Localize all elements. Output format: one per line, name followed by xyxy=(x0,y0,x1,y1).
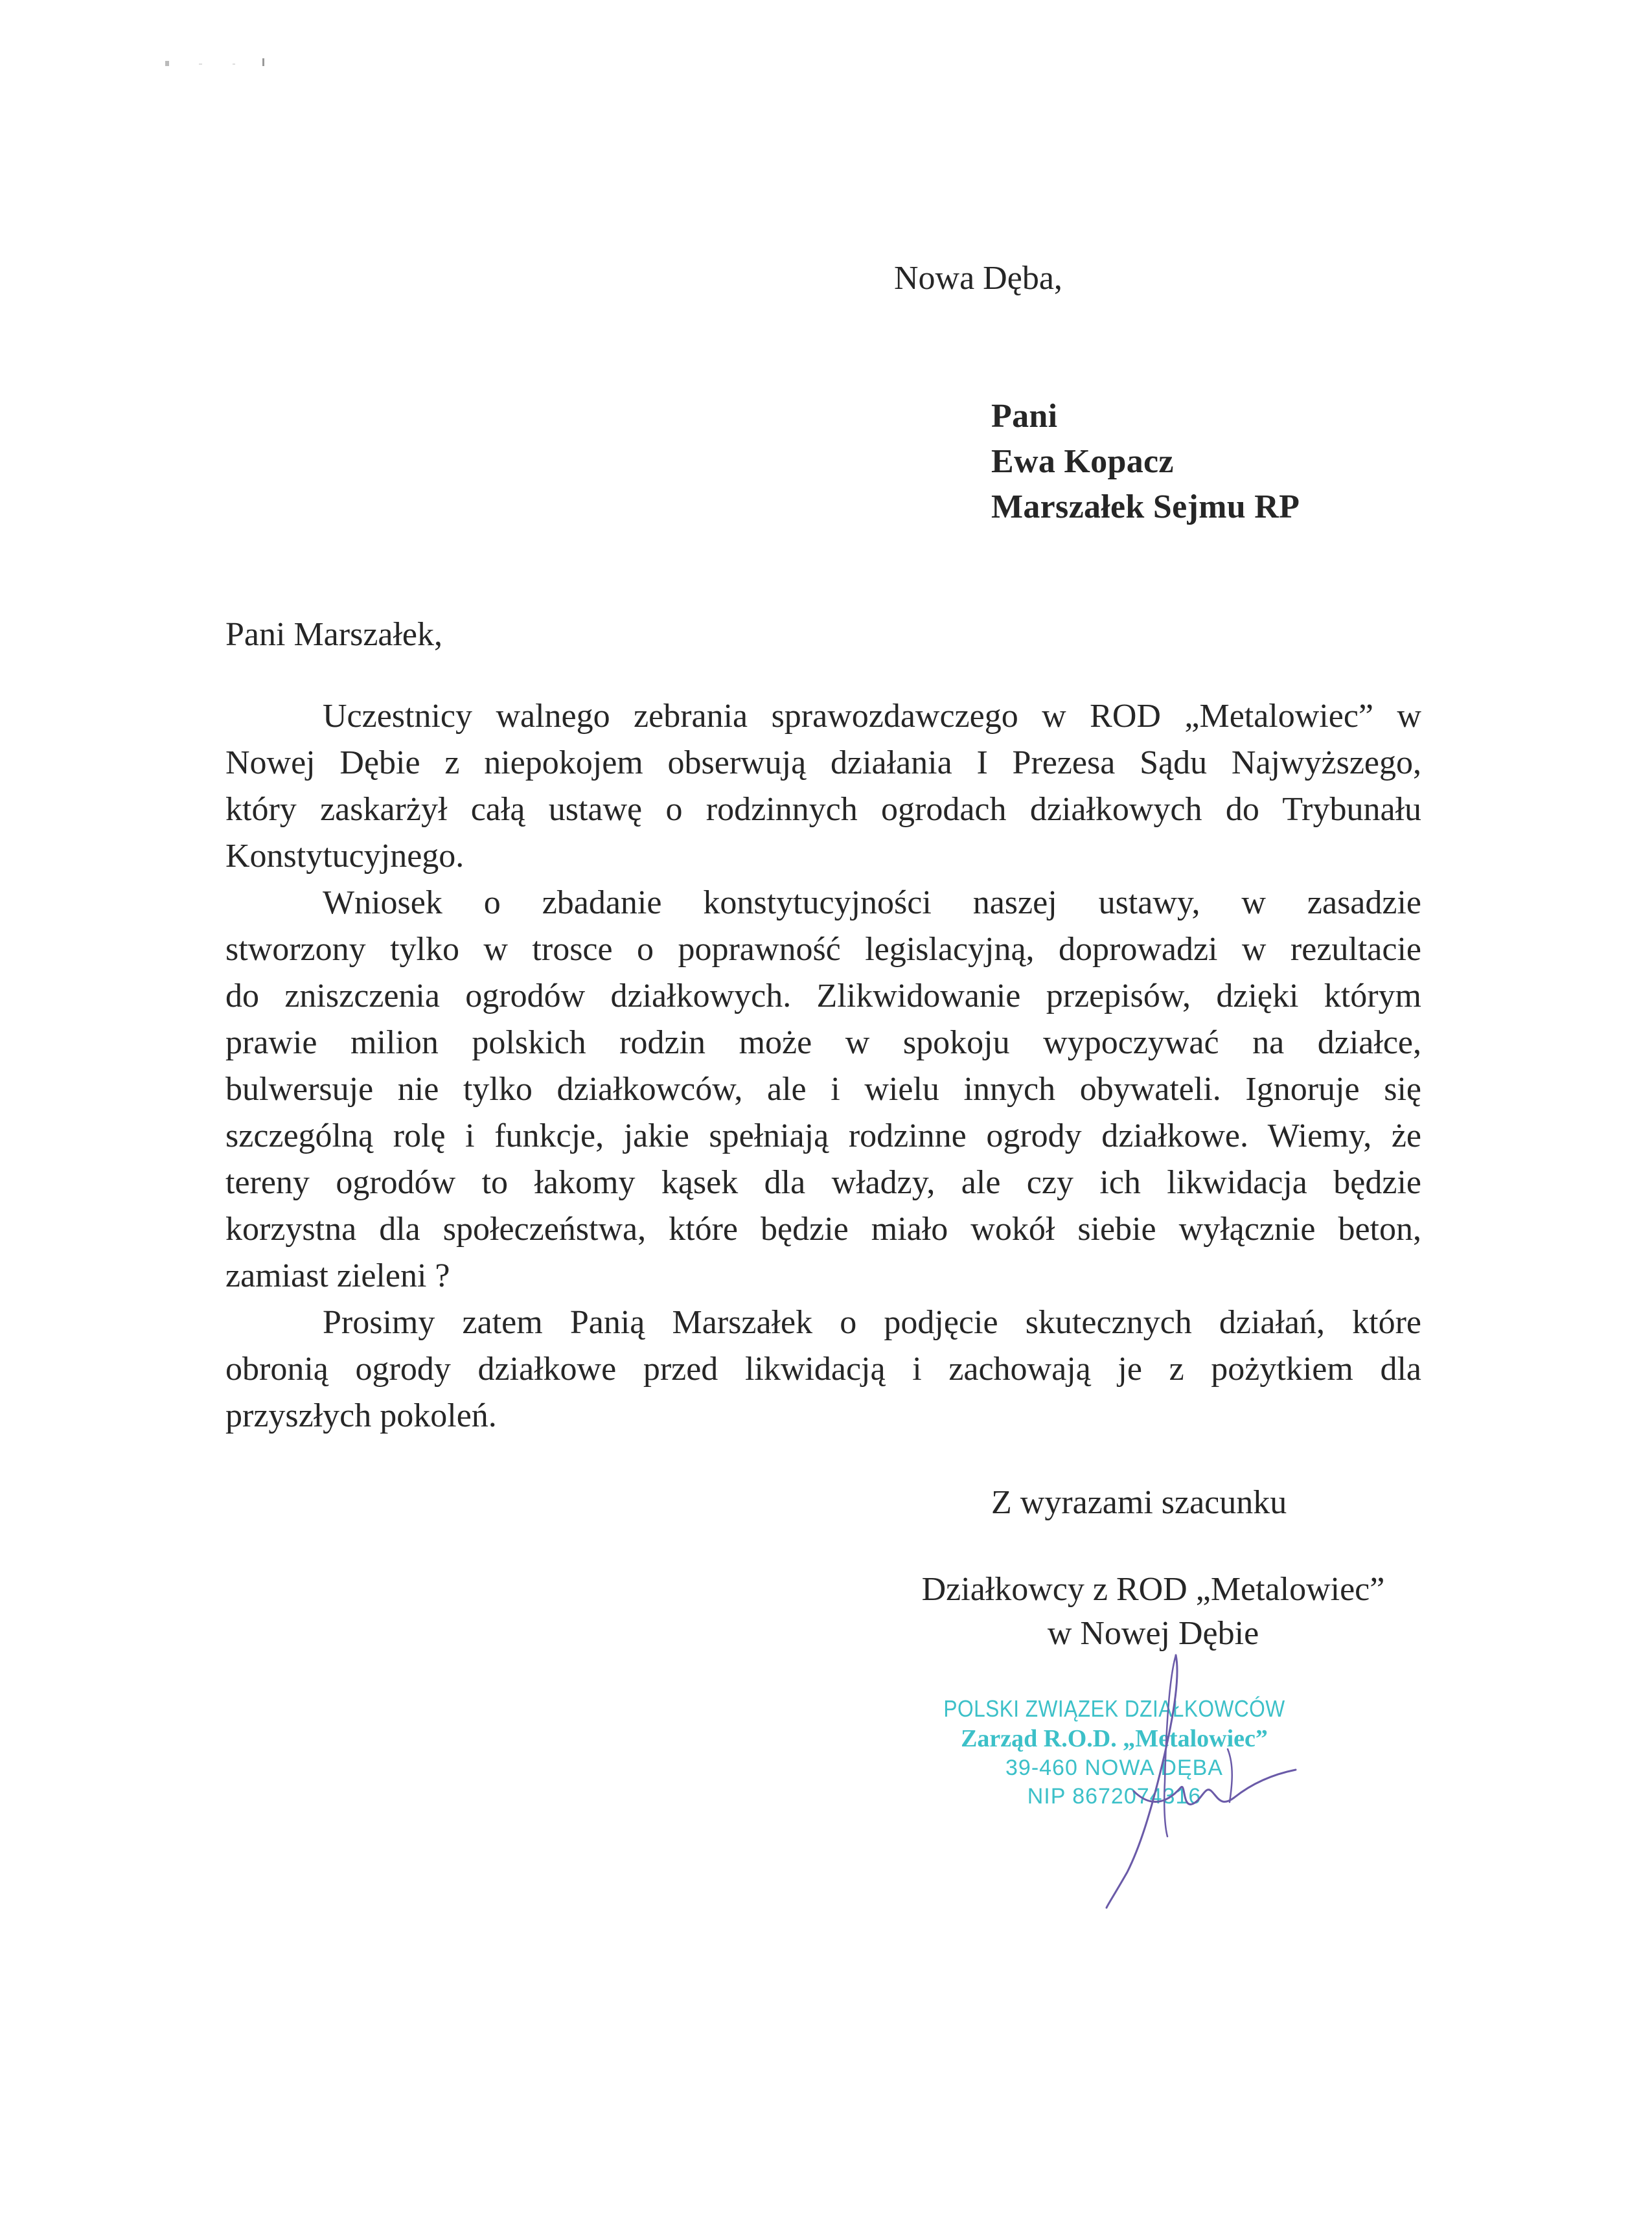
body-line: zamiast zieleni ? xyxy=(225,1257,450,1294)
salutation: Pani Marszałek, xyxy=(225,616,443,653)
stamp-board-name: Zarząd R.O.D. „Metalowiec” xyxy=(961,1725,1268,1752)
body-line: obronią ogrody działkowe przed likwidacją i zachowają je z pożytkiem dla xyxy=(225,1351,1421,1388)
stamp-address: 39-460 NOWA DĘBA xyxy=(1005,1756,1223,1780)
paragraph-1 xyxy=(225,693,1421,880)
body-line: Uczestnicy walnego zebrania sprawozdawczego w ROD „Metalowiec” w xyxy=(323,698,1421,735)
paragraph-3 xyxy=(225,1299,1421,1439)
body-line: szczególną rolę i funkcje, jakie spełniają rodzinne ogrody działkowe. Wiemy, że xyxy=(225,1117,1421,1154)
body-line: bulwersuje nie tylko działkowców, ale i wielu innych obywateli. Ignoruje się xyxy=(225,1071,1421,1108)
signatories-org: Działkowcy z ROD „Metalowiec” xyxy=(921,1571,1385,1608)
recipient-title: Pani xyxy=(991,398,1058,435)
body-line: prawie milion polskich rodzin może w spokoju wypoczywać na działce, xyxy=(225,1024,1421,1061)
place-line: Nowa Dęba, xyxy=(894,260,1062,297)
body-line: korzystna dla społeczeństwa, które będzie miało wokół siebie wyłącznie beton, xyxy=(225,1211,1421,1248)
scan-speck xyxy=(262,58,264,66)
body-line: Konstytucyjnego. xyxy=(225,838,465,875)
paragraph-2 xyxy=(225,880,1421,1299)
body-line: tereny ogrodów to łakomy kąsek dla władzy, ale czy ich likwidacja będzie xyxy=(225,1164,1421,1201)
signatories-block xyxy=(894,1568,1412,1656)
organization-stamp xyxy=(907,1694,1322,1811)
closing-phrase: Z wyrazami szacunku xyxy=(991,1484,1287,1521)
body-line: stworzony tylko w trosce o poprawność legislacyjną, doprowadzi w rezultacie xyxy=(225,931,1421,968)
stamp-union-name: POLSKI ZWIĄZEK DZIAŁKOWCÓW xyxy=(943,1695,1285,1722)
letter-body xyxy=(225,693,1421,1439)
recipient-name: Ewa Kopacz xyxy=(991,443,1174,480)
body-line: przyszłych pokoleń. xyxy=(225,1397,497,1434)
recipient-position: Marszałek Sejmu RP xyxy=(991,488,1300,525)
stamp-nip: NIP 8672074316 xyxy=(1027,1784,1202,1809)
scan-artifact-specks xyxy=(165,57,269,71)
body-line: do zniszczenia ogrodów działkowych. Zlikwidowanie przepisów, dzięki którym xyxy=(225,978,1421,1014)
body-line: który zaskarżył całą ustawę o rodzinnych ogrodach działkowych do Trybunału xyxy=(225,791,1421,828)
signatories-location: w Nowej Dębie xyxy=(1047,1615,1259,1652)
body-line: Wniosek o zbadanie konstytucyjności naszej ustawy, w zasadzie xyxy=(323,884,1421,921)
scan-speck xyxy=(165,61,169,66)
body-line: Nowej Dębie z niepokojem obserwują działania I Prezesa Sądu Najwyższego, xyxy=(225,744,1421,781)
body-line: Prosimy zatem Panią Marszałek o podjęcie skutecznych działań, które xyxy=(323,1304,1421,1341)
scan-speck xyxy=(199,63,202,65)
recipient-block xyxy=(991,394,1300,530)
scan-speck xyxy=(233,63,235,65)
